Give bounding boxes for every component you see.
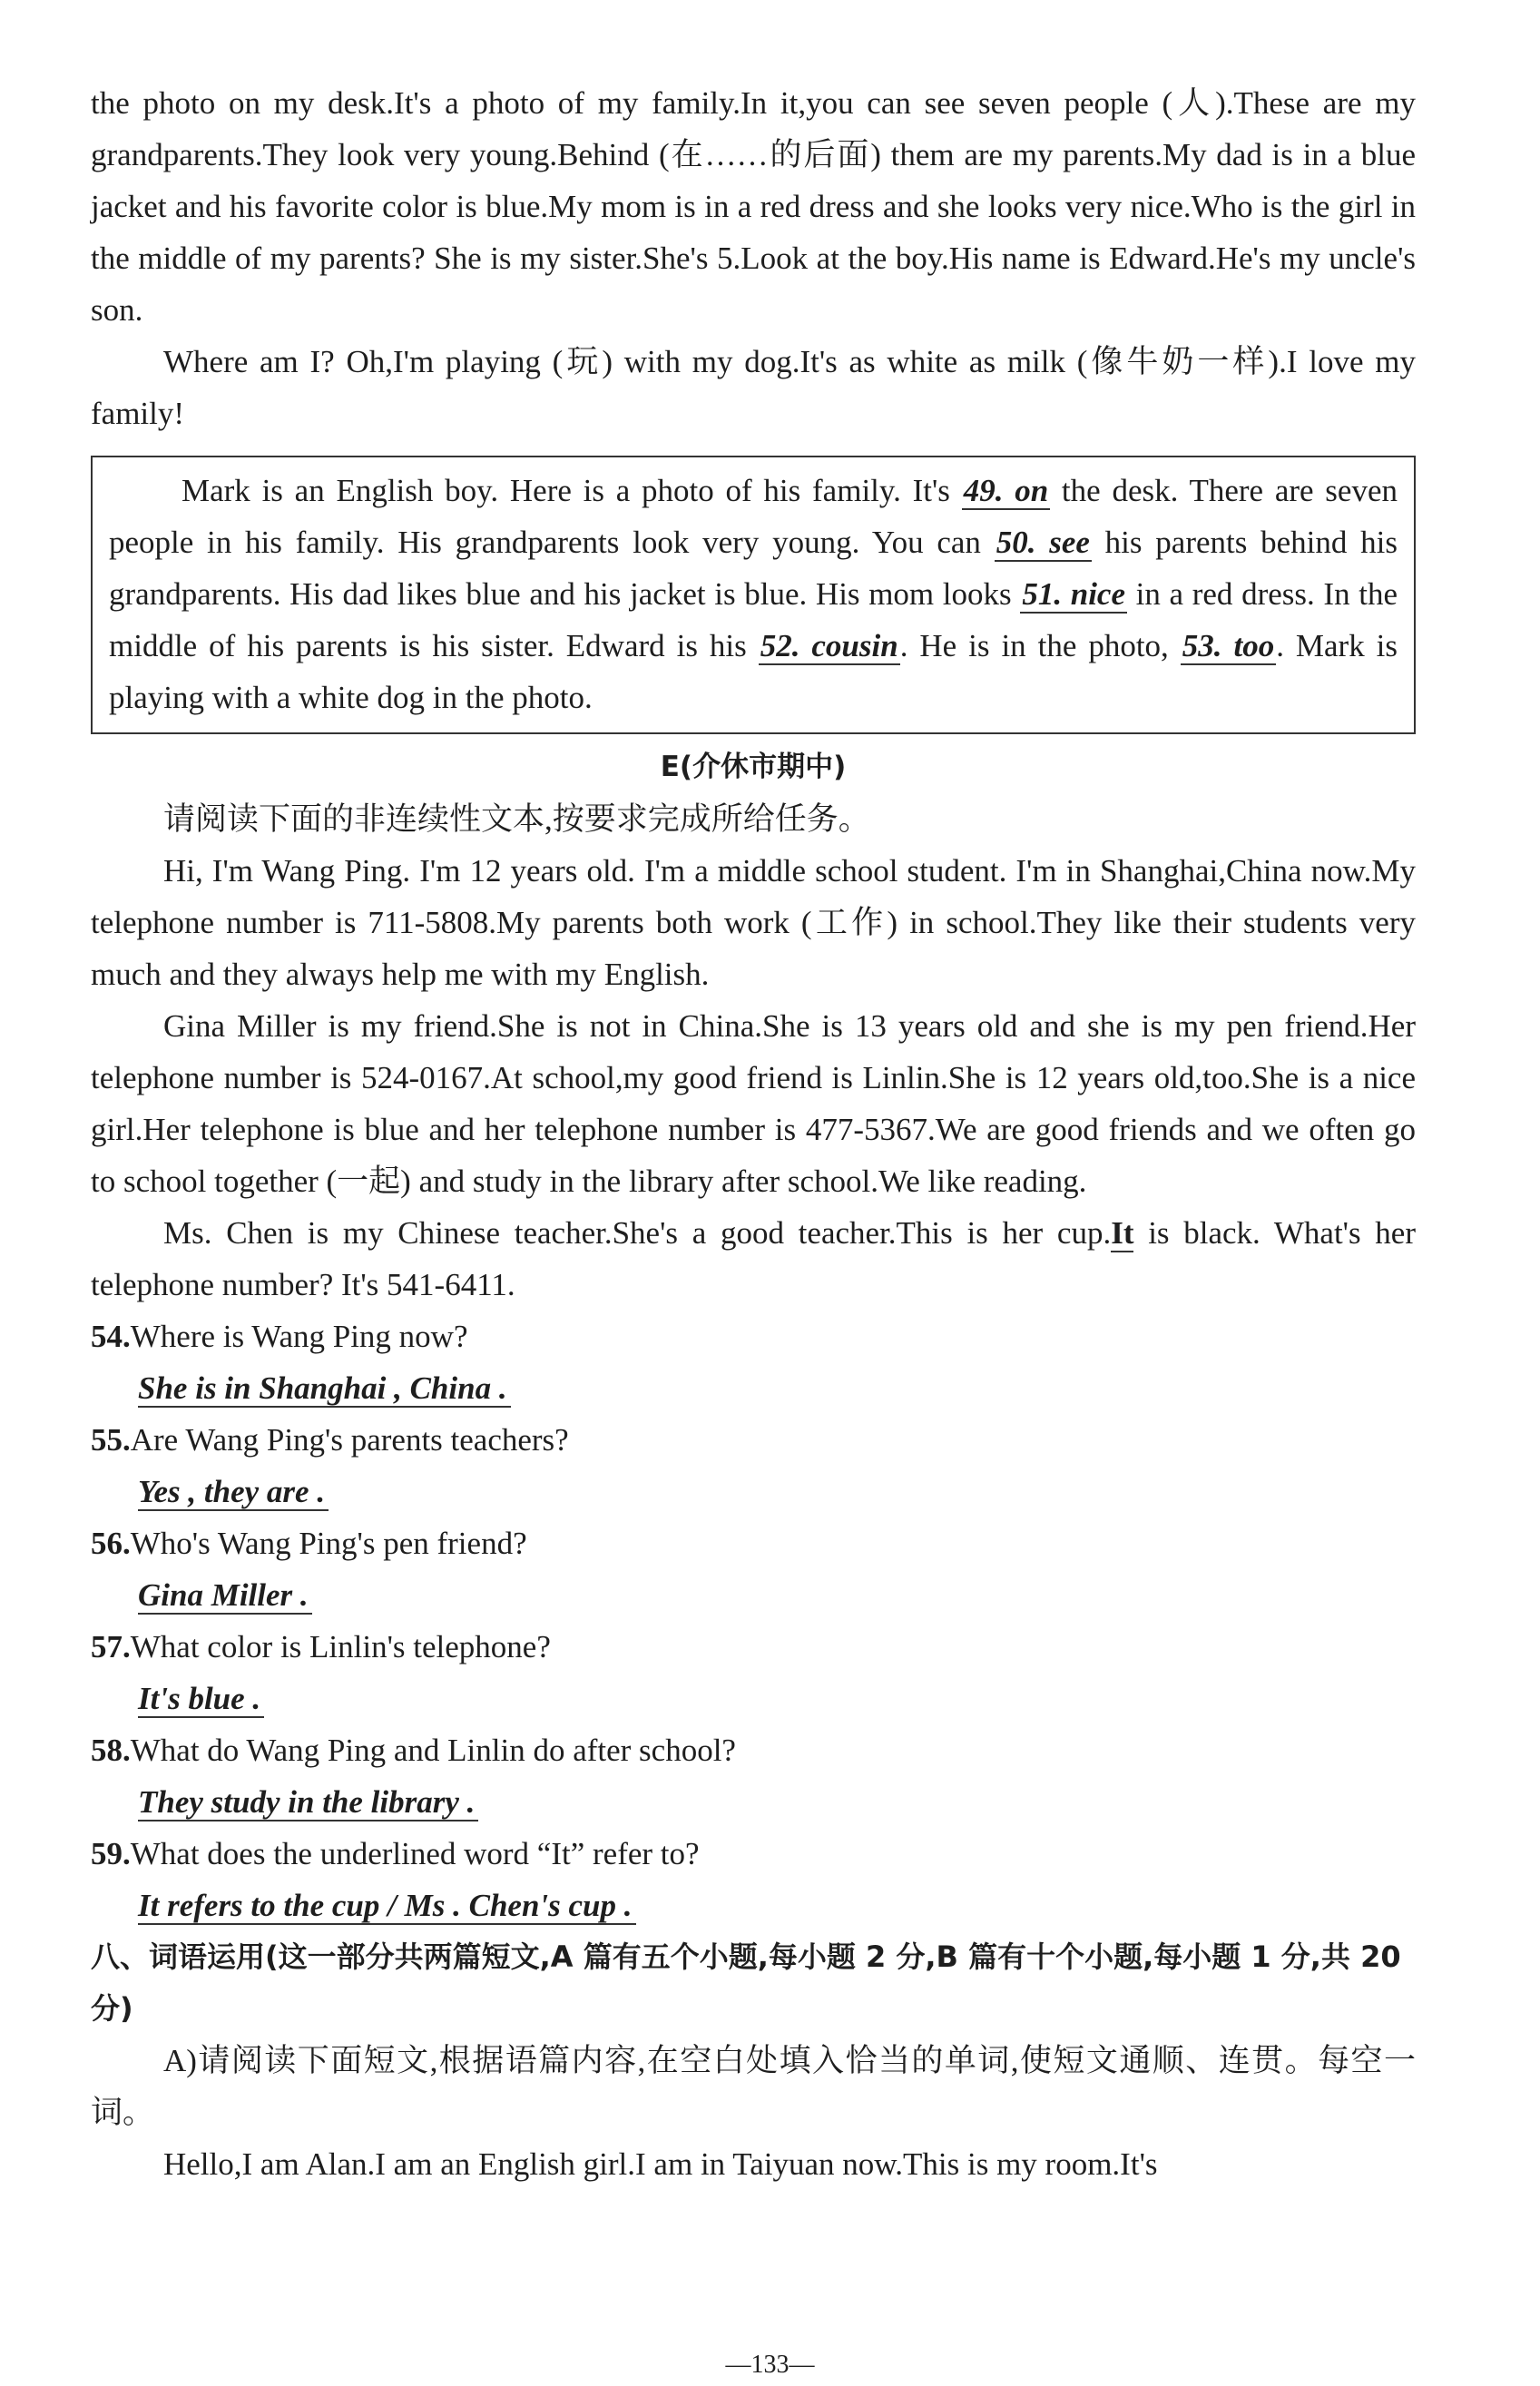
question-list <box>91 1311 1416 1931</box>
answer-58: They study in the library . <box>138 1776 1416 1828</box>
answer-49: 49. on <box>963 473 1049 508</box>
section-e-paragraph-3: Ms. Chen is my Chinese teacher.She's a good teacher.This is her cup.It is black. What's her telephone number? It's 541-6411. <box>91 1215 1416 1302</box>
answer-54: She is in Shanghai , China . <box>138 1362 1416 1414</box>
page-number: —133— <box>725 2351 815 2379</box>
part-8-heading: 八、词语运用(这一部分共两篇短文,A 篇有五个小题,每小题 2 分,B 篇有十个小题,每小题 1 分,共 20 分) <box>91 1939 1401 2026</box>
section-e-instruction: 请阅读下面的非连续性文本,按要求完成所给任务。 <box>163 801 870 837</box>
answer-55: Yes , they are . <box>138 1466 1416 1517</box>
part-8-passage-start: Hello,I am Alan.I am an English girl.I am in Taiyuan now.This is my room.It's <box>163 2146 1158 2182</box>
passage-d-paragraph-1: the photo on my desk.It's a photo of my family.In it,you can see seven people (人).These are my grandparents.They look very young.Behind (在……的后面) them are my parents.My dad is in a blue jacket and his favorite color is blue.My mom is in a red dress and she looks very nice.Who is the girl in the middle of my parents? She is my sister.She's 5.Look at the boy.His name is Edward.He's my uncle's son. <box>91 85 1416 328</box>
answer-57: It's blue . <box>138 1673 1416 1724</box>
question-56: 56.Who's Wang Ping's pen friend? <box>91 1526 527 1561</box>
section-e-paragraph-1: Hi, I'm Wang Ping. I'm 12 years old. I'm a middle school student. I'm in Shanghai,China now.My telephone number is 711-5808.My parents both work (工作) in school.They like their students very much and they always help me with my English. <box>91 853 1416 992</box>
question-58: 58.What do Wang Ping and Linlin do after school? <box>91 1733 736 1768</box>
section-e-title: E(介休市期中) <box>660 751 847 783</box>
answer-52: 52. cousin <box>760 628 898 663</box>
question-59: 59.What does the underlined word “It” refer to? <box>91 1836 700 1871</box>
answer-56: Gina Miller . <box>138 1569 1416 1621</box>
part-8-instruction: A)请阅读下面短文,根据语篇内容,在空白处填入恰当的单词,使短文通顺、连贯。每空一词。 <box>91 2043 1416 2130</box>
answer-53: 53. too <box>1182 628 1275 663</box>
content <box>91 77 1416 2190</box>
section-e-paragraph-2: Gina Miller is my friend.She is not in China.She is 13 years old and she is my pen friend.Her telephone number is 524-0167.At school,my good friend is Linlin.She is 12 years old,too.She is a nice girl.Her telephone is blue and her telephone number is 477-5367.We are good friends and we often go to school together (一起) and study in the library after school.We like reading. <box>91 1008 1416 1199</box>
question-55: 55.Are Wang Ping's parents teachers? <box>91 1422 569 1458</box>
answer-50: 50. see <box>996 525 1090 560</box>
answer-51: 51. nice <box>1022 576 1125 612</box>
underlined-word-it: It <box>1111 1215 1134 1251</box>
question-57: 57.What color is Linlin's telephone? <box>91 1629 551 1664</box>
answer-59: It refers to the cup / Ms . Chen's cup . <box>138 1880 1416 1931</box>
question-54: 54.Where is Wang Ping now? <box>91 1319 468 1354</box>
passage-d-paragraph-2: Where am I? Oh,I'm playing (玩) with my dog.It's as white as milk (像牛奶一样).I love my family! <box>91 344 1416 431</box>
summary-box <box>91 456 1416 734</box>
summary-text: Mark is an English boy. Here is a photo of his family. It's 49. on the desk. There are seven people in his family. His grandparents look very young. You can 50. see his parents behind his grandparents. His dad likes blue and his jacket is blue. His mom looks 51. nice in a red dress. In the middle of his parents is his sister. Edward is his 52. cousin. He is in the photo, 53. too. Mark is playing with a white dog in the photo. <box>109 473 1398 715</box>
